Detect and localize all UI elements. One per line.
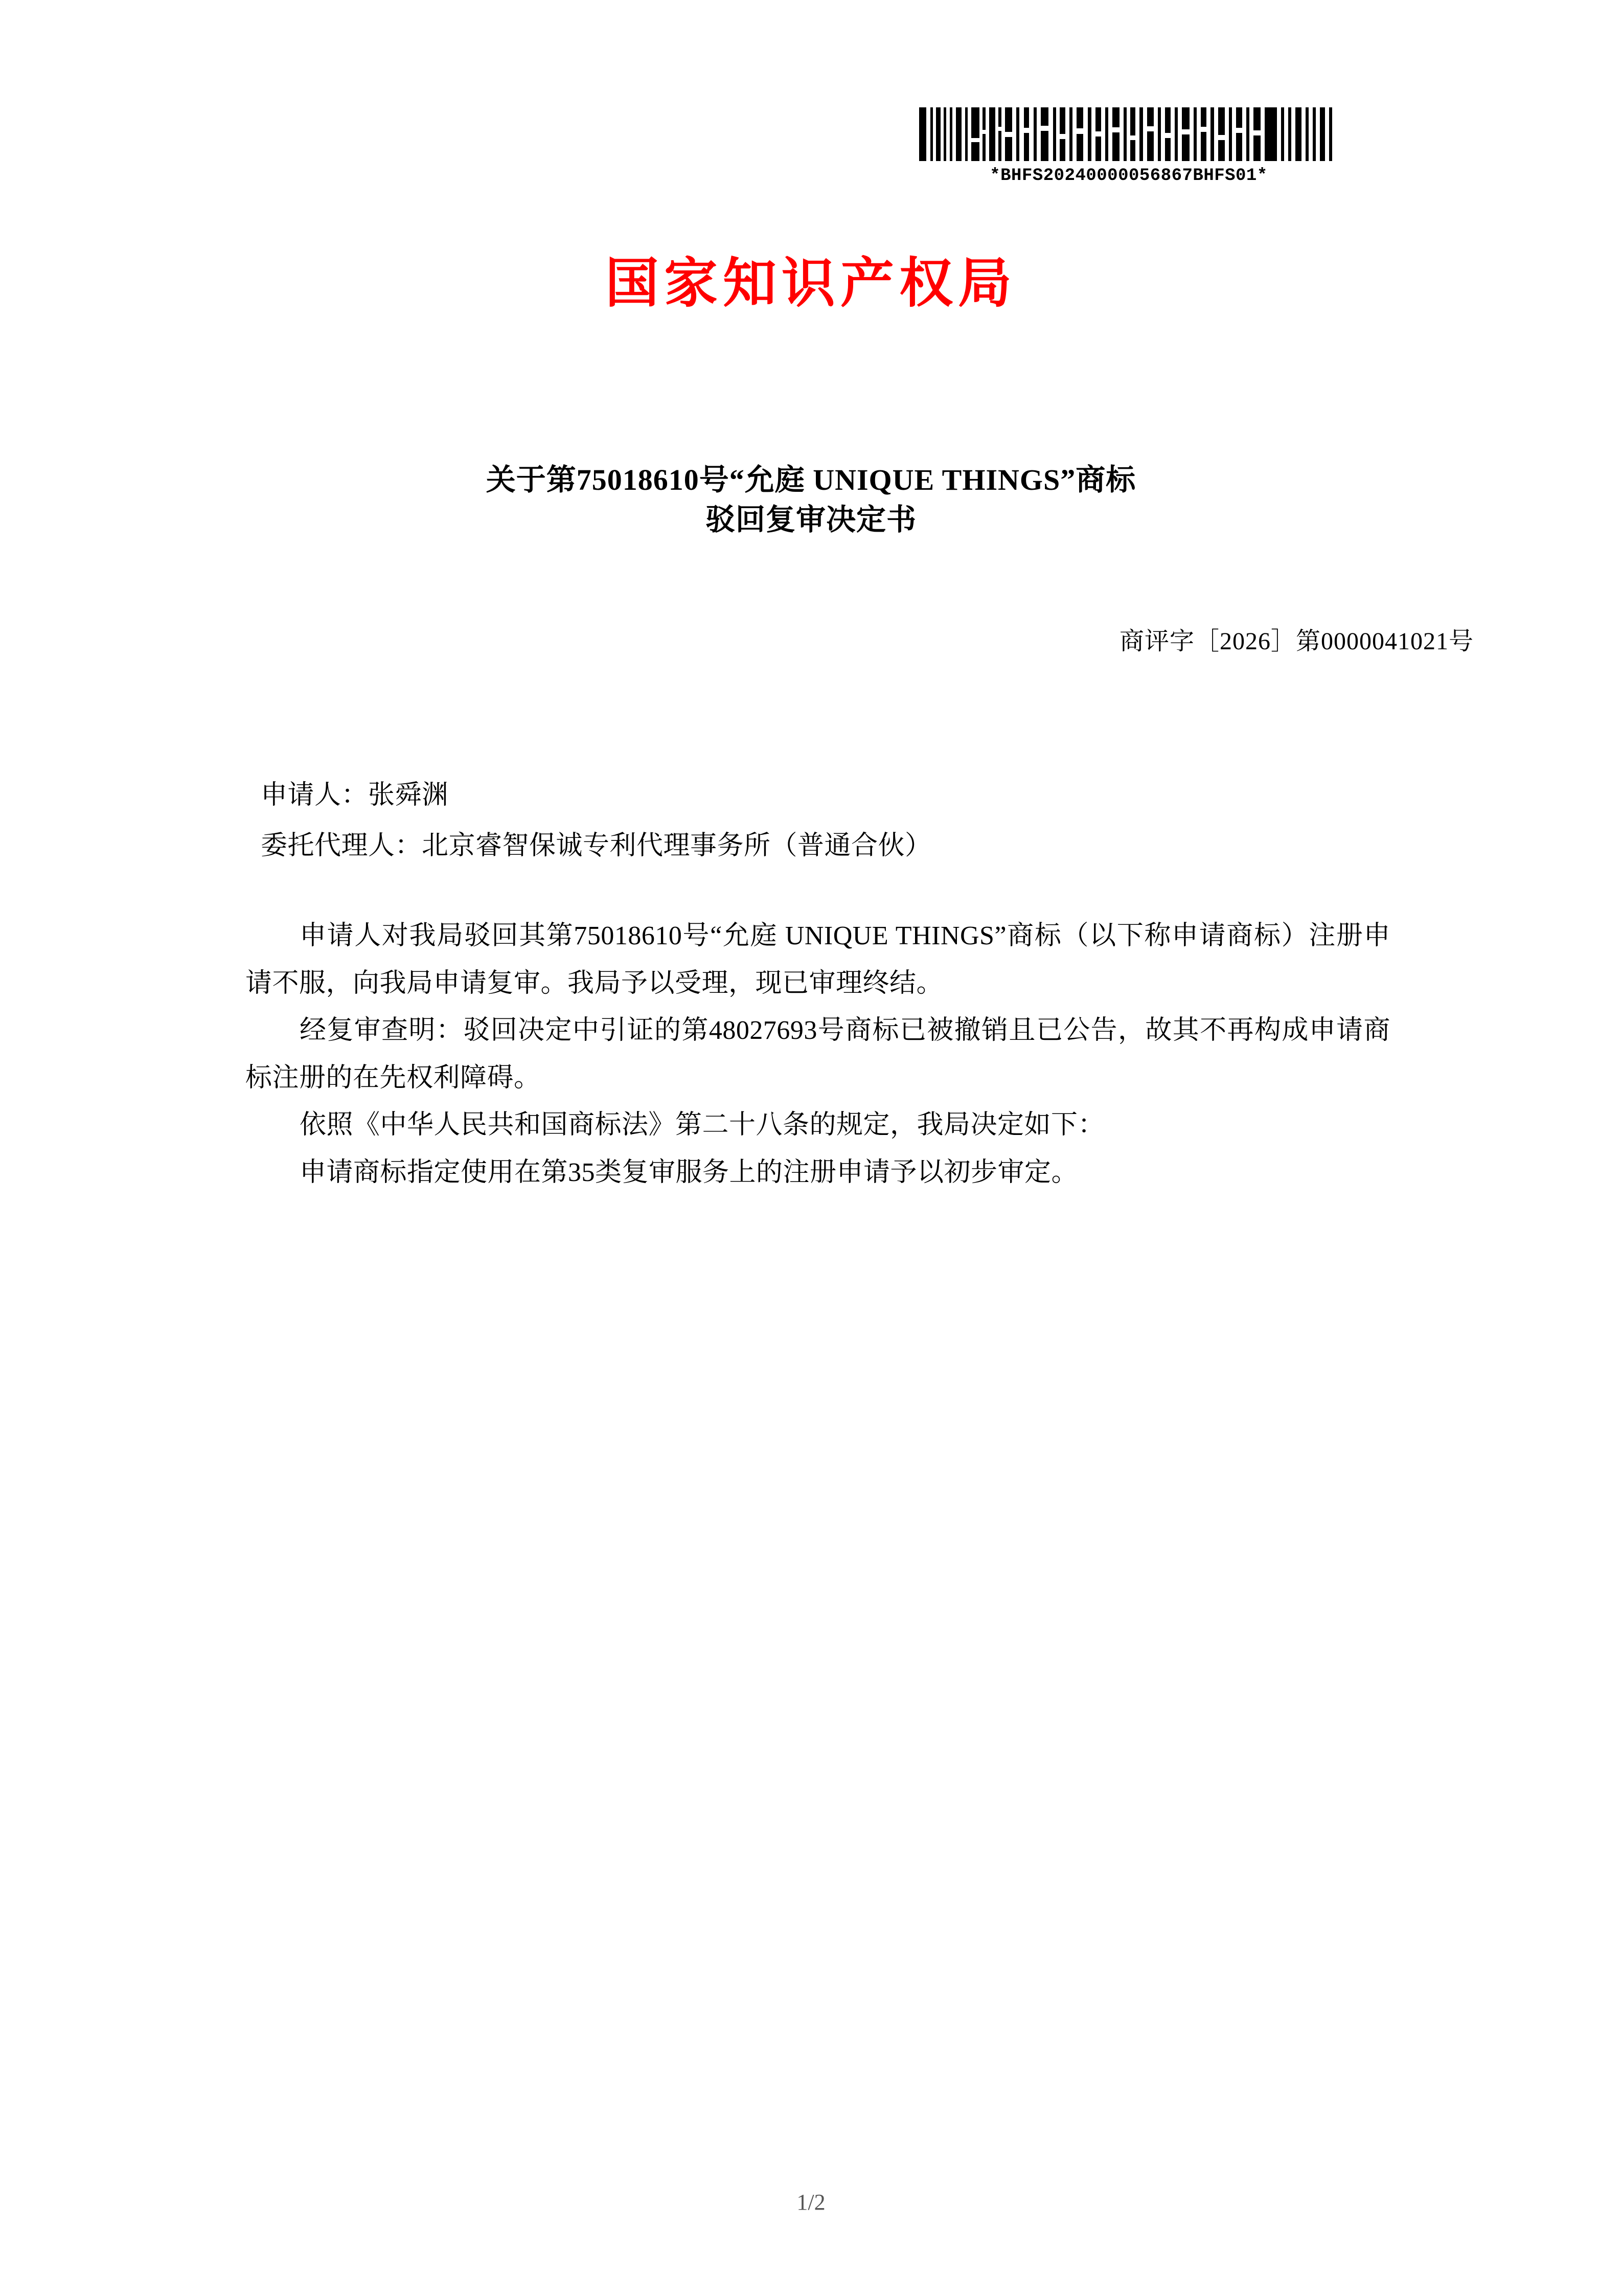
barcode-text: *BHFS20240000056867BHFS01* <box>990 166 1268 186</box>
barcode-block <box>919 107 1338 186</box>
document-body <box>245 772 1390 1196</box>
file-number: 商评字［2026］第0000041021号 <box>1119 628 1474 655</box>
document-title <box>0 460 1622 540</box>
document-title-line2: 驳回复审决定书 <box>705 503 917 537</box>
body-paragraph-3: 依照《中华人民共和国商标法》第二十八条的规定，我局决定如下： <box>300 1110 1105 1140</box>
barcode-image <box>919 107 1338 161</box>
body-paragraph-1: 申请人对我局驳回其第75018610号“允庭 UNIQUE THINGS”商标（以下称申请商标）注册申请不服，向我局申请复审。我局予以受理，现已审理终结。 <box>245 921 1390 998</box>
applicant-line: 申请人：张舜渊 <box>261 781 449 810</box>
document-title-line1: 关于第75018610号“允庭 UNIQUE THINGS”商标 <box>486 463 1136 496</box>
agency-name: 国家知识产权局 <box>605 251 1017 314</box>
body-paragraph-2: 经复审查明：驳回决定中引证的第48027693号商标已被撤销且已公告，故其不再构成申请商标注册的在先权利障碍。 <box>245 1016 1390 1093</box>
body-spacer <box>245 873 1390 913</box>
body-paragraph-4: 申请商标指定使用在第35类复审服务上的注册申请予以初步审定。 <box>300 1157 1079 1187</box>
agent-line: 委托代理人：北京睿智保诚专利代理事务所（普通合伙） <box>261 831 932 860</box>
page-number: 1/2 <box>796 2190 826 2215</box>
